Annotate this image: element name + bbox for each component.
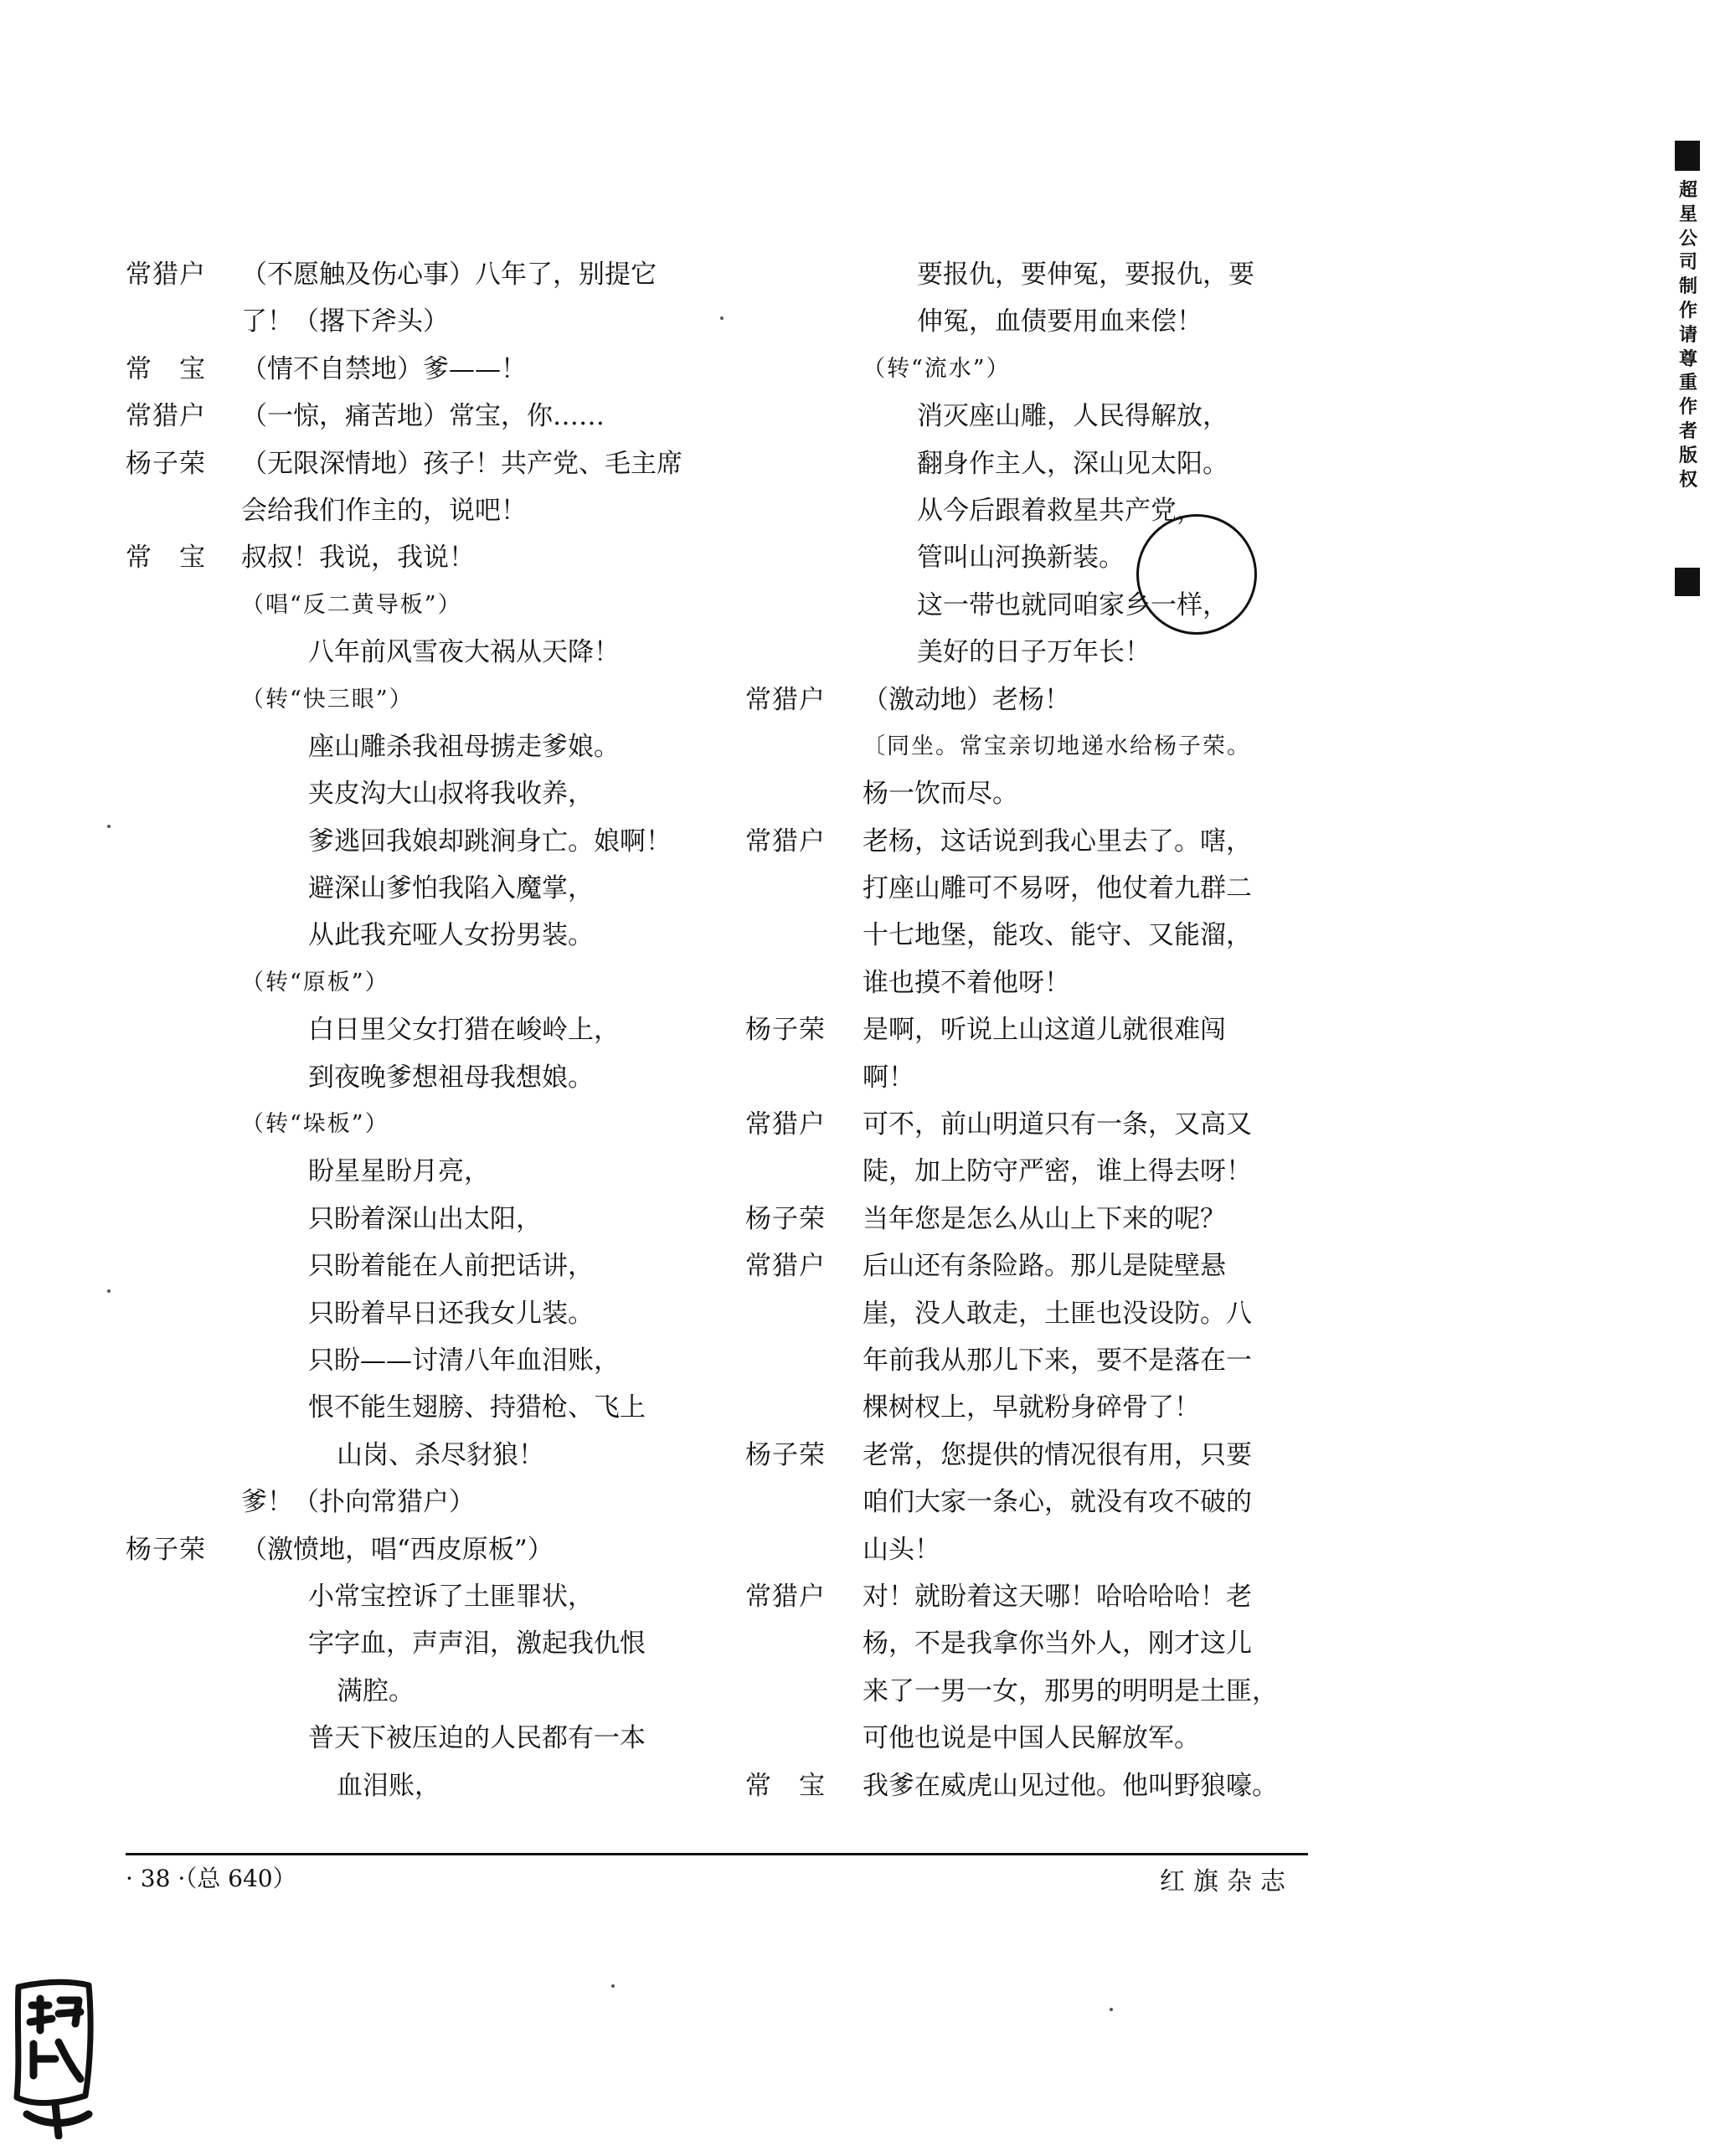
ink-circle-mark <box>1136 514 1257 635</box>
line-text: 到夜晚爹想祖母我想娘。 <box>308 1062 594 1093</box>
line-text: 老常，您提供的情况很有用，只要 <box>863 1439 1252 1470</box>
line-text: 山岗、杀尽豺狼！ <box>337 1439 544 1470</box>
script-line <box>126 1762 703 1809</box>
script-line <box>126 393 703 440</box>
line-text: 从今后跟着救星共产党， <box>917 495 1203 526</box>
watermark-char: 星 <box>1678 203 1697 225</box>
seal-stamp-icon <box>8 1972 100 2139</box>
script-line <box>126 1668 703 1715</box>
watermark-char: 超 <box>1678 180 1697 201</box>
line-text: （激动地）老杨！ <box>863 684 1070 715</box>
watermark-char: 制 <box>1678 276 1697 298</box>
script-line <box>126 1384 703 1431</box>
script-line <box>745 818 1331 865</box>
script-line <box>126 677 703 723</box>
script-line <box>126 346 703 393</box>
line-text: 会给我们作主的，说吧！ <box>241 495 527 526</box>
line-text: （激愤地，唱“西皮原板”） <box>241 1534 554 1565</box>
script-line <box>745 723 1331 770</box>
speaker-name: 杨子荣 <box>745 1439 826 1470</box>
line-text: 伸冤，血债要用血来偿！ <box>917 306 1203 337</box>
script-line <box>126 440 703 487</box>
speaker-name: 杨子荣 <box>745 1203 826 1234</box>
script-line <box>126 912 703 959</box>
script-line <box>745 1715 1331 1762</box>
line-text: 八年前风雪夜大祸从天降！ <box>308 637 620 668</box>
line-text: 只盼着深山出太阳， <box>308 1203 542 1234</box>
script-line <box>745 865 1331 912</box>
script-line <box>745 770 1331 817</box>
line-text: 避深山爹怕我陷入魔掌， <box>308 873 594 904</box>
script-line <box>126 960 703 1006</box>
line-text: 可不，前山明道只有一条，又高又 <box>863 1109 1252 1140</box>
watermark-char: 作 <box>1678 397 1697 419</box>
line-text: 恨不能生翅膀、持猎枪、飞上 <box>308 1392 646 1423</box>
script-line <box>745 346 1331 393</box>
script-line <box>745 1384 1331 1431</box>
line-text: 从此我充哑人女扮男装。 <box>308 920 594 951</box>
journal-name: 红旗杂志 <box>1160 1867 1294 1896</box>
line-text: 当年您是怎么从山上下来的呢？ <box>863 1203 1226 1234</box>
script-line <box>745 1196 1331 1243</box>
script-line <box>745 1526 1331 1573</box>
script-line <box>126 582 703 629</box>
watermark-char: 公 <box>1678 228 1697 250</box>
line-text: （转“快三眼”） <box>241 686 414 713</box>
script-line <box>126 1148 703 1195</box>
line-text: 美好的日子万年长！ <box>917 637 1151 668</box>
line-text: 我爹在威虎山见过他。他叫野狼嚎。 <box>863 1770 1278 1801</box>
script-line <box>745 1290 1331 1337</box>
script-line <box>126 723 703 770</box>
line-text: 满腔。 <box>337 1675 415 1706</box>
script-line <box>745 440 1331 487</box>
line-text: 消灭座山雕，人民得解放， <box>917 401 1228 432</box>
line-text: 是啊，听说上山这道儿就很难闯 <box>863 1015 1226 1046</box>
line-text: 棵树杈上，早就粉身碎骨了！ <box>863 1392 1200 1423</box>
watermark-char: 尊 <box>1678 348 1697 370</box>
line-text: 叔叔！我说，我说！ <box>241 543 475 574</box>
script-line <box>745 1573 1331 1620</box>
line-text: 谁也摸不着他呀！ <box>863 967 1070 998</box>
line-text: （一惊，痛苦地）常宝，你…… <box>241 401 605 432</box>
line-text: 老杨，这话说到我心里去了。嗐， <box>863 826 1252 857</box>
script-line <box>126 1101 703 1148</box>
script-line <box>745 1054 1331 1101</box>
line-text: 字字血，声声泪，激起我仇恨 <box>308 1629 646 1659</box>
speaker-name: 常猎户 <box>745 684 826 715</box>
script-line <box>126 770 703 817</box>
script-line <box>745 298 1331 345</box>
line-text: （转“原板”） <box>241 969 389 996</box>
speaker-name: 常猎户 <box>745 826 826 857</box>
watermark-bar-bottom <box>1675 568 1700 596</box>
script-line <box>126 1620 703 1667</box>
script-line <box>745 1620 1331 1667</box>
line-text: （无限深情地）孩子！共产党、毛主席 <box>241 448 682 479</box>
speaker-name: 杨子荣 <box>126 1534 206 1565</box>
script-line <box>126 251 703 298</box>
side-watermark <box>1677 179 1699 492</box>
line-text: 要报仇，要伸冤，要报仇，要 <box>917 260 1254 290</box>
scan-speck <box>611 1984 615 1988</box>
script-line <box>745 912 1331 959</box>
scan-speck <box>107 825 111 828</box>
script-line <box>126 629 703 676</box>
line-text: （不愿触及伤心事）八年了，别提它 <box>241 260 657 290</box>
line-text: 可他也说是中国人民解放军。 <box>863 1723 1200 1754</box>
speaker-name: 常猎户 <box>126 260 206 290</box>
watermark-bar-top <box>1675 141 1700 171</box>
line-text: 爹！（扑向常猎户） <box>241 1487 475 1518</box>
line-text: （情不自禁地）爹——！ <box>241 353 527 384</box>
line-text: 啊！ <box>863 1062 914 1093</box>
right-column <box>745 251 1331 1809</box>
script-line <box>745 487 1331 534</box>
line-text: 只盼着早日还我女儿装。 <box>308 1298 594 1329</box>
speaker-name: 常猎户 <box>126 401 206 432</box>
line-text: 陡，加上防守严密，谁上得去呀！ <box>863 1156 1252 1187</box>
scan-speck <box>107 1289 111 1293</box>
line-text: （唱“反二黄导板”） <box>241 591 462 618</box>
line-text: 后山还有条险路。那儿是陡壁悬 <box>863 1251 1226 1282</box>
line-text: 来了一男一女，那男的明明是土匪， <box>863 1675 1278 1706</box>
script-line <box>126 487 703 534</box>
script-line <box>745 960 1331 1006</box>
line-text: 打座山雕可不易呀，他仗着九群二 <box>863 873 1252 904</box>
speaker-name: 常猎户 <box>745 1109 826 1140</box>
line-text: 〔同坐。常宝亲切地递水给杨子荣。 <box>863 733 1251 759</box>
watermark-char: 权 <box>1678 469 1697 491</box>
line-text: 杨，不是我拿你当外人，刚才这儿 <box>863 1629 1252 1659</box>
speaker-name: 常 宝 <box>126 543 206 574</box>
page-number: · 38 ·（总 640） <box>126 1865 296 1892</box>
line-text: 盼星星盼月亮， <box>308 1156 490 1187</box>
script-line <box>126 1432 703 1479</box>
script-line <box>745 1101 1331 1148</box>
left-column <box>126 251 703 1809</box>
line-text: 崖，没人敢走，土匪也没设防。八 <box>863 1298 1252 1329</box>
scan-speck <box>1110 2008 1113 2011</box>
script-line <box>745 251 1331 298</box>
line-text: 管叫山河换新装。 <box>917 543 1125 574</box>
script-line <box>745 629 1331 676</box>
script-line <box>745 1148 1331 1195</box>
script-line <box>745 1006 1331 1053</box>
script-line <box>745 1668 1331 1715</box>
script-line <box>745 1337 1331 1384</box>
line-text: 夹皮沟大山叔将我收养， <box>308 779 594 810</box>
line-text: 血泪账， <box>337 1770 440 1801</box>
line-text: 小常宝控诉了土匪罪状， <box>308 1581 594 1612</box>
script-line <box>126 1337 703 1384</box>
line-text: 对！就盼着这天哪！哈哈哈哈！老 <box>863 1581 1252 1612</box>
scan-speck <box>720 316 724 320</box>
script-line <box>745 393 1331 440</box>
watermark-char: 版 <box>1678 445 1697 466</box>
script-line <box>745 1432 1331 1479</box>
watermark-char: 重 <box>1678 373 1697 394</box>
script-line <box>126 1243 703 1289</box>
line-text: 只盼——讨清八年血泪账， <box>308 1345 620 1376</box>
line-text: 杨一饮而尽。 <box>863 779 1018 810</box>
line-text: 普天下被压迫的人民都有一本 <box>308 1723 646 1754</box>
line-text: 山头！ <box>863 1534 940 1565</box>
line-text: 这一带也就同咱家乡一样， <box>917 589 1228 620</box>
speaker-name: 常猎户 <box>745 1581 826 1612</box>
line-text: 咱们大家一条心，就没有攻不破的 <box>863 1487 1252 1518</box>
watermark-char: 作 <box>1678 300 1697 322</box>
script-line <box>745 1243 1331 1289</box>
line-text: 座山雕杀我祖母掳走爹娘。 <box>308 731 620 762</box>
script-line <box>745 677 1331 723</box>
line-text: 爹逃回我娘却跳涧身亡。娘啊！ <box>308 826 672 857</box>
line-text: 只盼着能在人前把话讲， <box>308 1251 594 1282</box>
watermark-char: 请 <box>1678 324 1697 346</box>
line-text: 翻身作主人，深山见太阳。 <box>917 448 1228 479</box>
script-line <box>126 298 703 345</box>
script-line <box>126 1290 703 1337</box>
script-line <box>126 818 703 865</box>
speaker-name: 杨子荣 <box>126 448 206 479</box>
line-text: 白日里父女打猎在峻岭上， <box>308 1015 620 1046</box>
line-text: 年前我从那儿下来，要不是落在一 <box>863 1345 1252 1376</box>
script-line <box>126 1054 703 1101</box>
footer-rule <box>126 1853 1308 1855</box>
script-line <box>126 534 703 581</box>
speaker-name: 常 宝 <box>126 353 206 384</box>
script-line <box>126 1715 703 1762</box>
script-line <box>126 1479 703 1526</box>
script-line <box>126 865 703 912</box>
script-line <box>126 1526 703 1573</box>
line-text: 了！（撂下斧头） <box>241 306 449 337</box>
script-line <box>126 1573 703 1620</box>
speaker-name: 常 宝 <box>745 1770 826 1801</box>
line-text: （转“垛板”） <box>241 1111 389 1138</box>
script-line <box>126 1196 703 1243</box>
line-text: 十七地堡，能攻、能守、又能溜， <box>863 920 1252 951</box>
watermark-char: 者 <box>1678 420 1697 442</box>
speaker-name: 杨子荣 <box>745 1015 826 1046</box>
watermark-char: 司 <box>1678 252 1697 274</box>
script-line <box>745 1762 1331 1809</box>
speaker-name: 常猎户 <box>745 1251 826 1282</box>
line-text: （转“流水”） <box>863 355 1011 382</box>
script-line <box>745 1479 1331 1526</box>
script-line <box>126 1006 703 1053</box>
